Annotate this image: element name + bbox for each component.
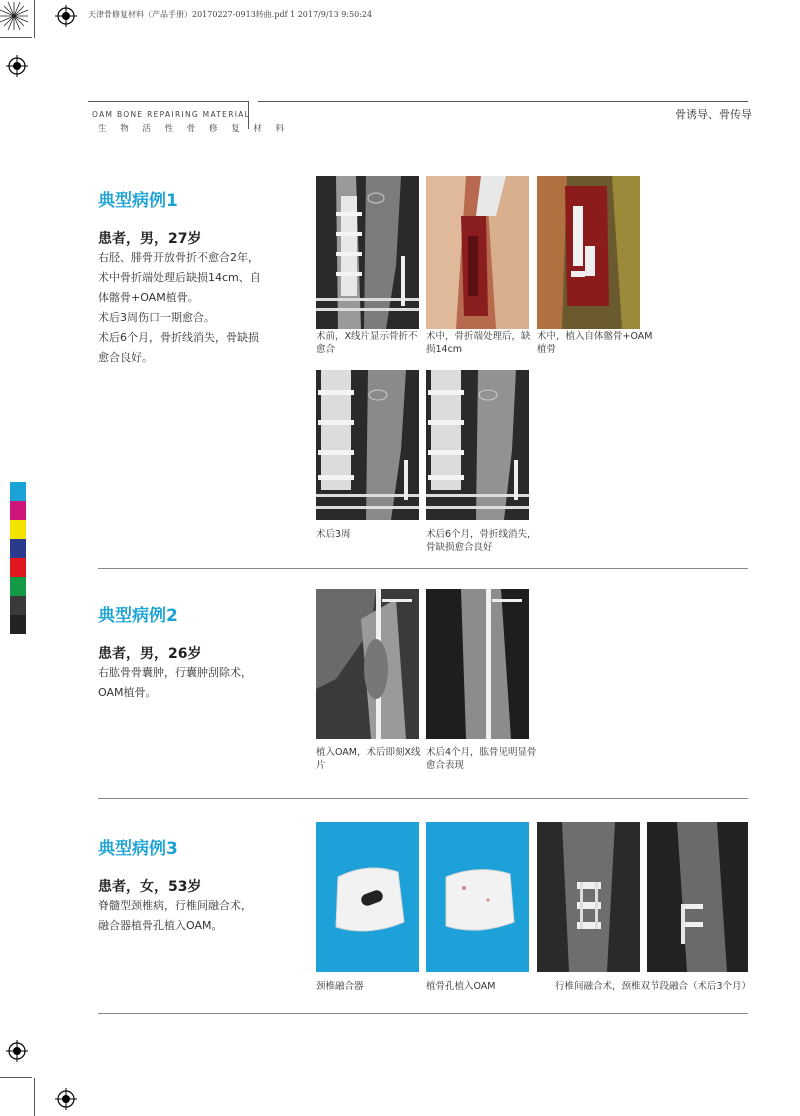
description-line: OAM植骨。 [98,686,157,699]
xray-image-cervical-ap [537,822,640,972]
description-line: 右肱骨骨囊肿，行囊肿刮除术， [98,666,252,679]
image-caption: 术后4个月，肱骨见明显骨 愈合表现 [426,747,537,771]
trim-line [34,1078,35,1116]
cage-photo [316,822,419,972]
tagline: 骨诱导、骨传导 [675,108,752,121]
brand-chinese: 生 物 活 性 骨 修 复 材 料 [98,124,290,134]
case-title: 典型病例2 [98,606,178,626]
registration-mark-icon [6,55,28,77]
case-description [98,248,261,368]
xray-image-humerus-postop [316,589,419,739]
image-caption: 颈椎融合器 [316,981,364,992]
description-line: 右胫、腓骨开放骨折不愈合2年， [98,251,259,264]
description-line: 术后6个月，骨折线消失，骨缺损 [98,331,259,344]
description-line: 融合器植骨孔植入OAM。 [98,919,223,932]
color-swatch [10,520,26,539]
brand-english: OAM BONE REPAIRING MATERIAL [92,110,251,119]
description-line: 愈合良好。 [98,351,153,364]
surgery-photo [426,176,529,329]
patient-info: 患者，男，27岁 [98,231,202,247]
image-caption: 术前，X线片显示骨折不 愈合 [316,331,418,355]
header-rule [258,101,748,102]
case-description [98,896,258,936]
color-swatch [10,577,26,596]
description-line: 脊髓型颈椎病，行椎间融合术， [98,899,252,912]
surgery-photo-graft [537,176,640,329]
image-caption: 植骨孔植入OAM [426,981,496,992]
registration-mark-icon [6,1040,28,1062]
patient-info: 患者，男，26岁 [98,646,202,662]
case-title: 典型病例1 [98,191,178,211]
color-swatch [10,615,26,634]
case-title: 典型病例3 [98,839,178,859]
cage-photo-with-oam [426,822,529,972]
section-divider [98,798,748,799]
image-caption: 植入OAM，术后即刻X线 片 [316,747,421,771]
color-swatch [10,482,26,501]
trim-line [0,37,32,38]
section-divider [98,568,748,569]
xray-image-cervical-lateral [647,822,748,972]
image-caption: 术后6个月，骨折线消失， 骨缺损愈合良好 [426,529,537,553]
color-swatch [10,539,26,558]
description-line: 术后3周伤口一期愈合。 [98,311,215,324]
image-caption: 术中，植入自体髂骨+OAM 植骨 [537,331,653,355]
description-line: 术中骨折端处理后缺损14cm、自 [98,271,261,284]
registration-mark-icon [55,1088,77,1110]
color-swatch [10,501,26,520]
description-line: 体髂骨+OAM植骨。 [98,291,199,304]
registration-mark-icon [55,5,77,27]
image-caption: 术中，骨折端处理后，缺 损14cm [426,331,531,355]
header-rule [88,101,248,102]
section-divider [98,1013,748,1014]
image-caption: 行椎间融合术，颈椎双节段融合（术后3个月） [555,981,752,992]
print-header: 天津骨修复材料（产品手册）20170227-0913转曲.pdf 1 2017/9/13 9:50:24 [88,10,373,19]
xray-image-3-weeks [316,370,419,520]
trim-line [0,1077,32,1078]
trim-line [34,0,35,38]
patient-info: 患者，女，53岁 [98,879,202,895]
starburst-target-icon [0,0,30,40]
color-swatch [10,558,26,577]
xray-image-preop [316,176,419,329]
case-description [98,663,258,703]
image-caption: 术后3周 [316,529,351,540]
xray-image-6-months [426,370,529,520]
xray-image-humerus-4-months [426,589,529,739]
color-swatch [10,596,26,615]
